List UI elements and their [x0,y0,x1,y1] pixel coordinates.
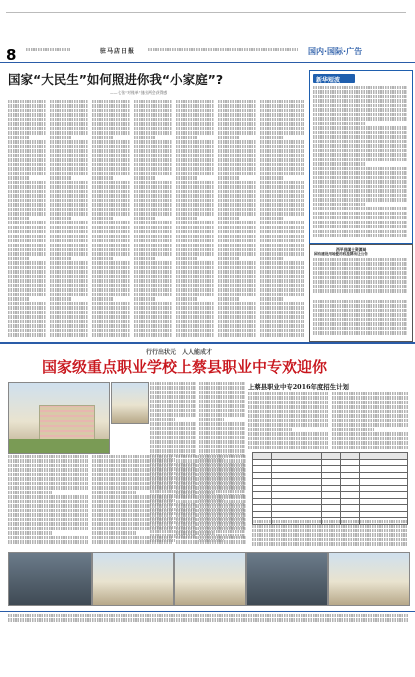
lab-photo [111,382,149,424]
lawn-shape [9,439,109,453]
news-box-text [313,86,407,238]
top-rule [6,12,406,13]
lead-column-5 [176,100,214,338]
plan-title: 上蔡县职业中专2016年度招生计划 [248,383,349,391]
notice-title-2: 国有建设用地使用权挂牌出让公告 [314,252,368,256]
ad-slogan: 行行出状元 人人能成才 [146,349,213,356]
ad-top-rule [0,342,415,344]
building-shape [39,405,95,441]
paper-name: 驻马店日报 [100,48,136,55]
table-cell [253,518,272,525]
footer-rule [0,611,415,612]
enrollment-table [252,452,408,525]
table-cell [360,518,408,525]
lead-column-6 [218,100,256,338]
section-title: 国内·国际·广告 [308,47,363,56]
ad-headline: 国家级重点职业学校上蔡县职业中专欢迎你 [42,358,328,376]
masthead [0,0,415,28]
ad-column-3 [8,455,88,545]
page-number: 8 [6,46,17,64]
footer-text [8,614,408,623]
lead-column-1 [8,100,46,338]
notice-text-top [313,258,407,294]
classroom-photo [92,552,174,606]
table-row [253,518,408,525]
date-line [26,48,70,52]
table-cell [272,518,322,525]
lead-column-2 [50,100,88,338]
lead-column-7 [260,100,304,338]
practice-photo [174,552,246,606]
students-photo-1 [8,552,92,606]
workshop-photo [328,552,410,606]
plan-intro-right [332,392,408,450]
ad-column-4 [92,455,172,545]
ad-column-5 [176,455,246,545]
notice-text-bottom [313,300,407,336]
table-cell [321,518,340,525]
lead-column-3 [92,100,130,338]
news-box-title: 新华短波 [316,77,341,84]
lead-headline: 国家“大民生”如何照进你我“小家庭”? [8,72,224,87]
lead-column-4 [134,100,172,338]
students-photo-2 [246,552,328,606]
table-cell [340,518,359,525]
school-building-photo [8,382,110,454]
notice-title-1: 西平县国土资源局 [336,247,367,252]
lead-subheadline: ——七张“对账单”剖出两会获得感 [110,90,168,95]
editor-line [148,48,298,52]
plan-intro-left [248,392,328,450]
